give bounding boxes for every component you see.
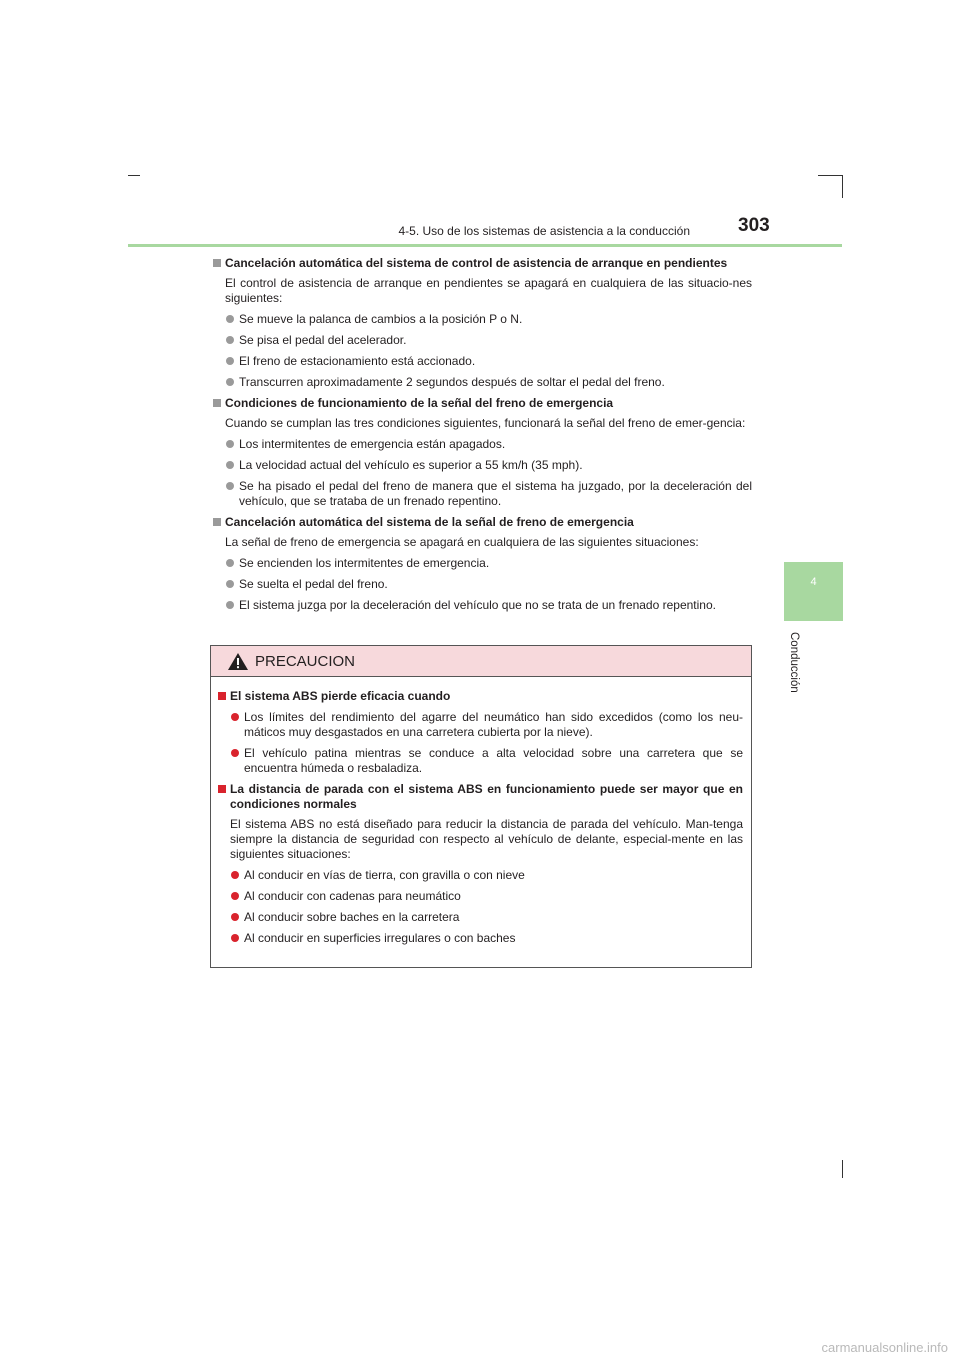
crop-mark-top-right-v [842,175,843,198]
main-content [210,256,752,613]
caution-heading: La distancia de parada con el sistema ABS en funcionamiento puede ser mayor que en condiciones normales [215,782,743,812]
section-heading: Condiciones de funcionamiento de la señal del freno de emergencia [210,396,752,411]
bullet-item: Se encienden los intermitentes de emergencia. [210,556,752,571]
caution-bullet: Al conducir sobre baches en la carretera [215,910,743,925]
chapter-tab [784,562,843,621]
caution-heading: El sistema ABS pierde eficacia cuando [215,689,743,704]
bullet-item: Los intermitentes de emergencia están apagados. [210,437,752,452]
caution-bullet: El vehículo patina mientras se conduce a alta velocidad sobre una carretera que se encuentra húmeda o resbaladiza. [215,746,743,776]
caution-header [211,646,751,677]
caution-bullet: Los límites del rendimiento del agarre del neumático han sido excedidos (como los neu-máticos muy desgastados en una carretera cubierta por la nieve). [215,710,743,740]
bullet-item: Se pisa el pedal del acelerador. [210,333,752,348]
caution-title: PRECAUCION [255,653,356,670]
section-paragraph: La señal de freno de emergencia se apagará en cualquiera de las siguientes situaciones: [225,535,699,549]
caution-bullet: Al conducir en vías de tierra, con gravilla o con nieve [215,868,743,883]
bullet-item: Se suelta el pedal del freno. [210,577,752,592]
warning-triangle-icon [228,653,248,670]
crop-mark-top-right-h [818,175,842,176]
chapter-number: 4 [810,576,817,588]
section-heading: Cancelación automática del sistema de control de asistencia de arranque en pendientes [210,256,752,271]
bullet-item: Se ha pisado el pedal del freno de manera que el sistema ha juzgado, por la deceleración del vehículo, que se trataba de un frenado repentino. [210,479,752,509]
section-title: 4-5. Uso de los sistemas de asistencia a la conducción [398,224,690,238]
caution-bullet: Al conducir con cadenas para neumático [215,889,743,904]
crop-mark-top-left-h [128,175,140,176]
section-heading: Cancelación automática del sistema de la señal de freno de emergencia [210,515,752,530]
caution-box [210,645,752,968]
caution-bullet: Al conducir en superficies irregulares o con baches [215,931,743,946]
section-paragraph: Cuando se cumplan las tres condiciones siguientes, funcionará la señal del freno de emer-gencia: [225,416,746,430]
bullet-item: Se mueve la palanca de cambios a la posición P o N. [210,312,752,327]
page-number: 303 [738,215,770,236]
caution-body [211,677,751,946]
chapter-label-text: Conducción [788,632,800,693]
chapter-label [786,632,800,704]
header-rule [128,244,842,247]
caution-paragraph: El sistema ABS no está diseñado para reducir la distancia de parada del vehículo. Man-tenga siempre la distancia de seguridad con respecto al vehículo de delante, especial-mente en las siguientes situaciones: [230,817,743,861]
bullet-item: El freno de estacionamiento está accionado. [210,354,752,369]
bullet-item: Transcurren aproximadamente 2 segundos después de soltar el pedal del freno. [210,375,752,390]
footer-watermark: carmanualsonline.info [821,1340,948,1355]
crop-mark-bottom-right-v [842,1160,843,1178]
section-paragraph: El control de asistencia de arranque en pendientes se apagará en cualquiera de las situacio-nes siguientes: [225,276,752,305]
bullet-item: La velocidad actual del vehículo es superior a 55 km/h (35 mph). [210,458,752,473]
bullet-item: El sistema juzga por la deceleración del vehículo que no se trata de un frenado repentino. [210,598,752,613]
